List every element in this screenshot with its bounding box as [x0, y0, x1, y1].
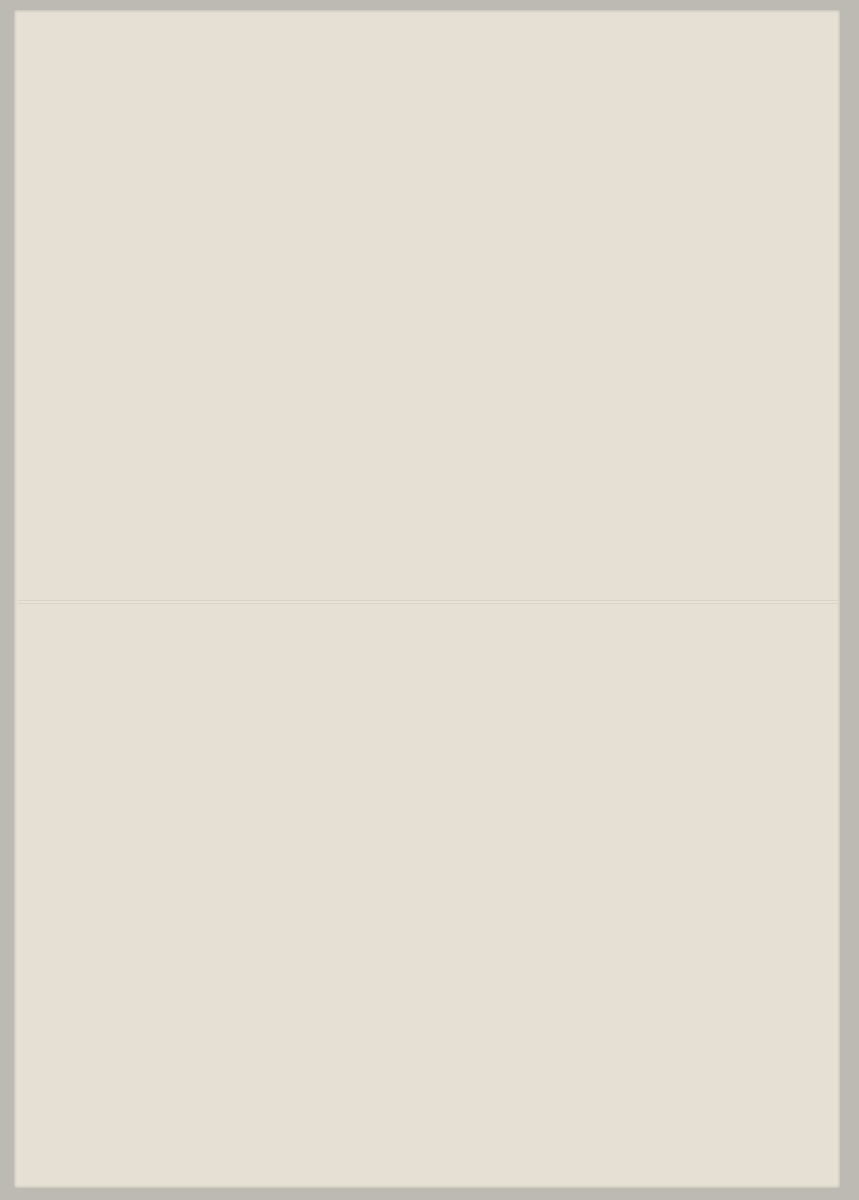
header — [0, 0, 859, 80]
print-sheet — [14, 10, 840, 1188]
fold-crease — [18, 600, 838, 604]
